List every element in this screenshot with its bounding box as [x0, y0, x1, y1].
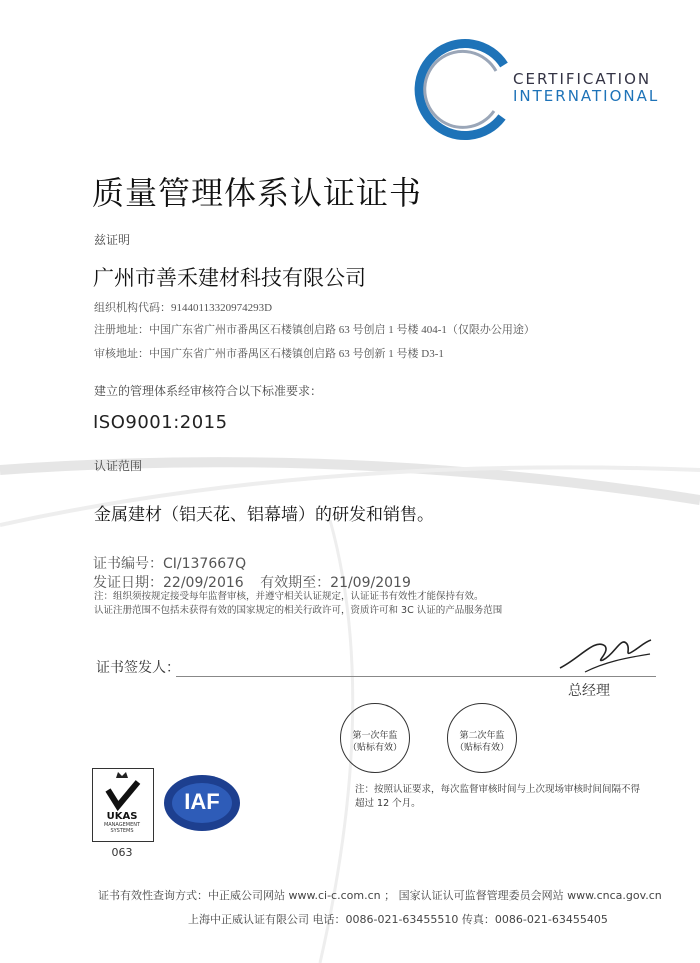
surveillance-note-line-2: 超过 12 个月。 [355, 798, 421, 809]
scope-label: 认证范围 [94, 459, 143, 473]
handwritten-signature-icon [555, 628, 655, 678]
certification-scope: 金属建材（铝天花、铝幕墙）的研发和销售。 [94, 505, 434, 525]
seal1-subtitle: （贴标有效） [347, 743, 402, 753]
logo-text-certification: CERTIFICATION [513, 70, 652, 88]
standard-requirement-text: 建立的管理体系经审核符合以下标准要求： [94, 384, 323, 398]
issue-date: 发证日期：22/09/2016 [93, 575, 244, 591]
validity-query-info: 证书有效性查询方式：中正威公司网站 www.ci-c.com.cn ； 国家认证认可监督管理委员会网站 www.cnca.gov.cn [98, 889, 662, 902]
valid-until-date: 有效期至：21/09/2019 [260, 575, 411, 591]
signer-title: 总经理 [568, 683, 610, 699]
registered-address: 注册地址：中国广东省广州市番禺区石楼镇创启路 63 号创启 1 号楼 404-1（仅限办公用途） [94, 324, 535, 336]
audit-address: 审核地址：中国广东省广州市番禺区石楼镇创启路 63 号创新 1 号楼 D3-1 [94, 348, 444, 360]
seal1-title: 第一次年监 [352, 731, 398, 741]
certification-international-logo-icon [412, 35, 510, 143]
company-name: 广州市善禾建材科技有限公司 [93, 266, 366, 290]
company-contact-info: 上海中正威认证有限公司 电话：0086-021-63455510 传真：0086-021-63455405 [188, 913, 608, 926]
iaf-label: IAF [184, 789, 220, 814]
standard-name: ISO9001:2015 [93, 412, 228, 433]
seal2-title: 第二次年监 [459, 731, 505, 741]
ukas-sub-label-1: MANAGEMENT [103, 822, 141, 828]
ukas-accreditation-number: 063 [111, 846, 133, 859]
seal2-subtitle: （贴标有效） [454, 743, 509, 753]
ukas-label: UKAS [106, 811, 138, 822]
certificate-number: 证书编号：CI/137667Q [93, 556, 247, 572]
certificate-note-2: 认证注册范围不包括未获得有效的国家规定的相关行政许可，资质许可和 3C 认证的产品服务范围 [94, 605, 503, 616]
organization-code: 组织机构代码：91440113320974293D [94, 302, 273, 314]
certificate-note-1: 注：组织须按规定接受每年监督审核，并遵守相关认证规定，认证证书有效性才能保持有效。 [94, 591, 484, 602]
hereby-certify-text: 兹证明 [94, 233, 131, 247]
surveillance-note-line-1: 注：按照认证要求，每次监督审核时间与上次现场审核时间间隔不得 [355, 784, 641, 795]
issuer-label: 证书签发人： [96, 660, 180, 676]
ukas-sub-label-2: SYSTEMS [110, 828, 134, 834]
ukas-crown-check-icon [92, 768, 152, 813]
logo-text-international: INTERNATIONAL [513, 87, 660, 105]
certificate-title: 质量管理体系认证证书 [92, 175, 423, 211]
